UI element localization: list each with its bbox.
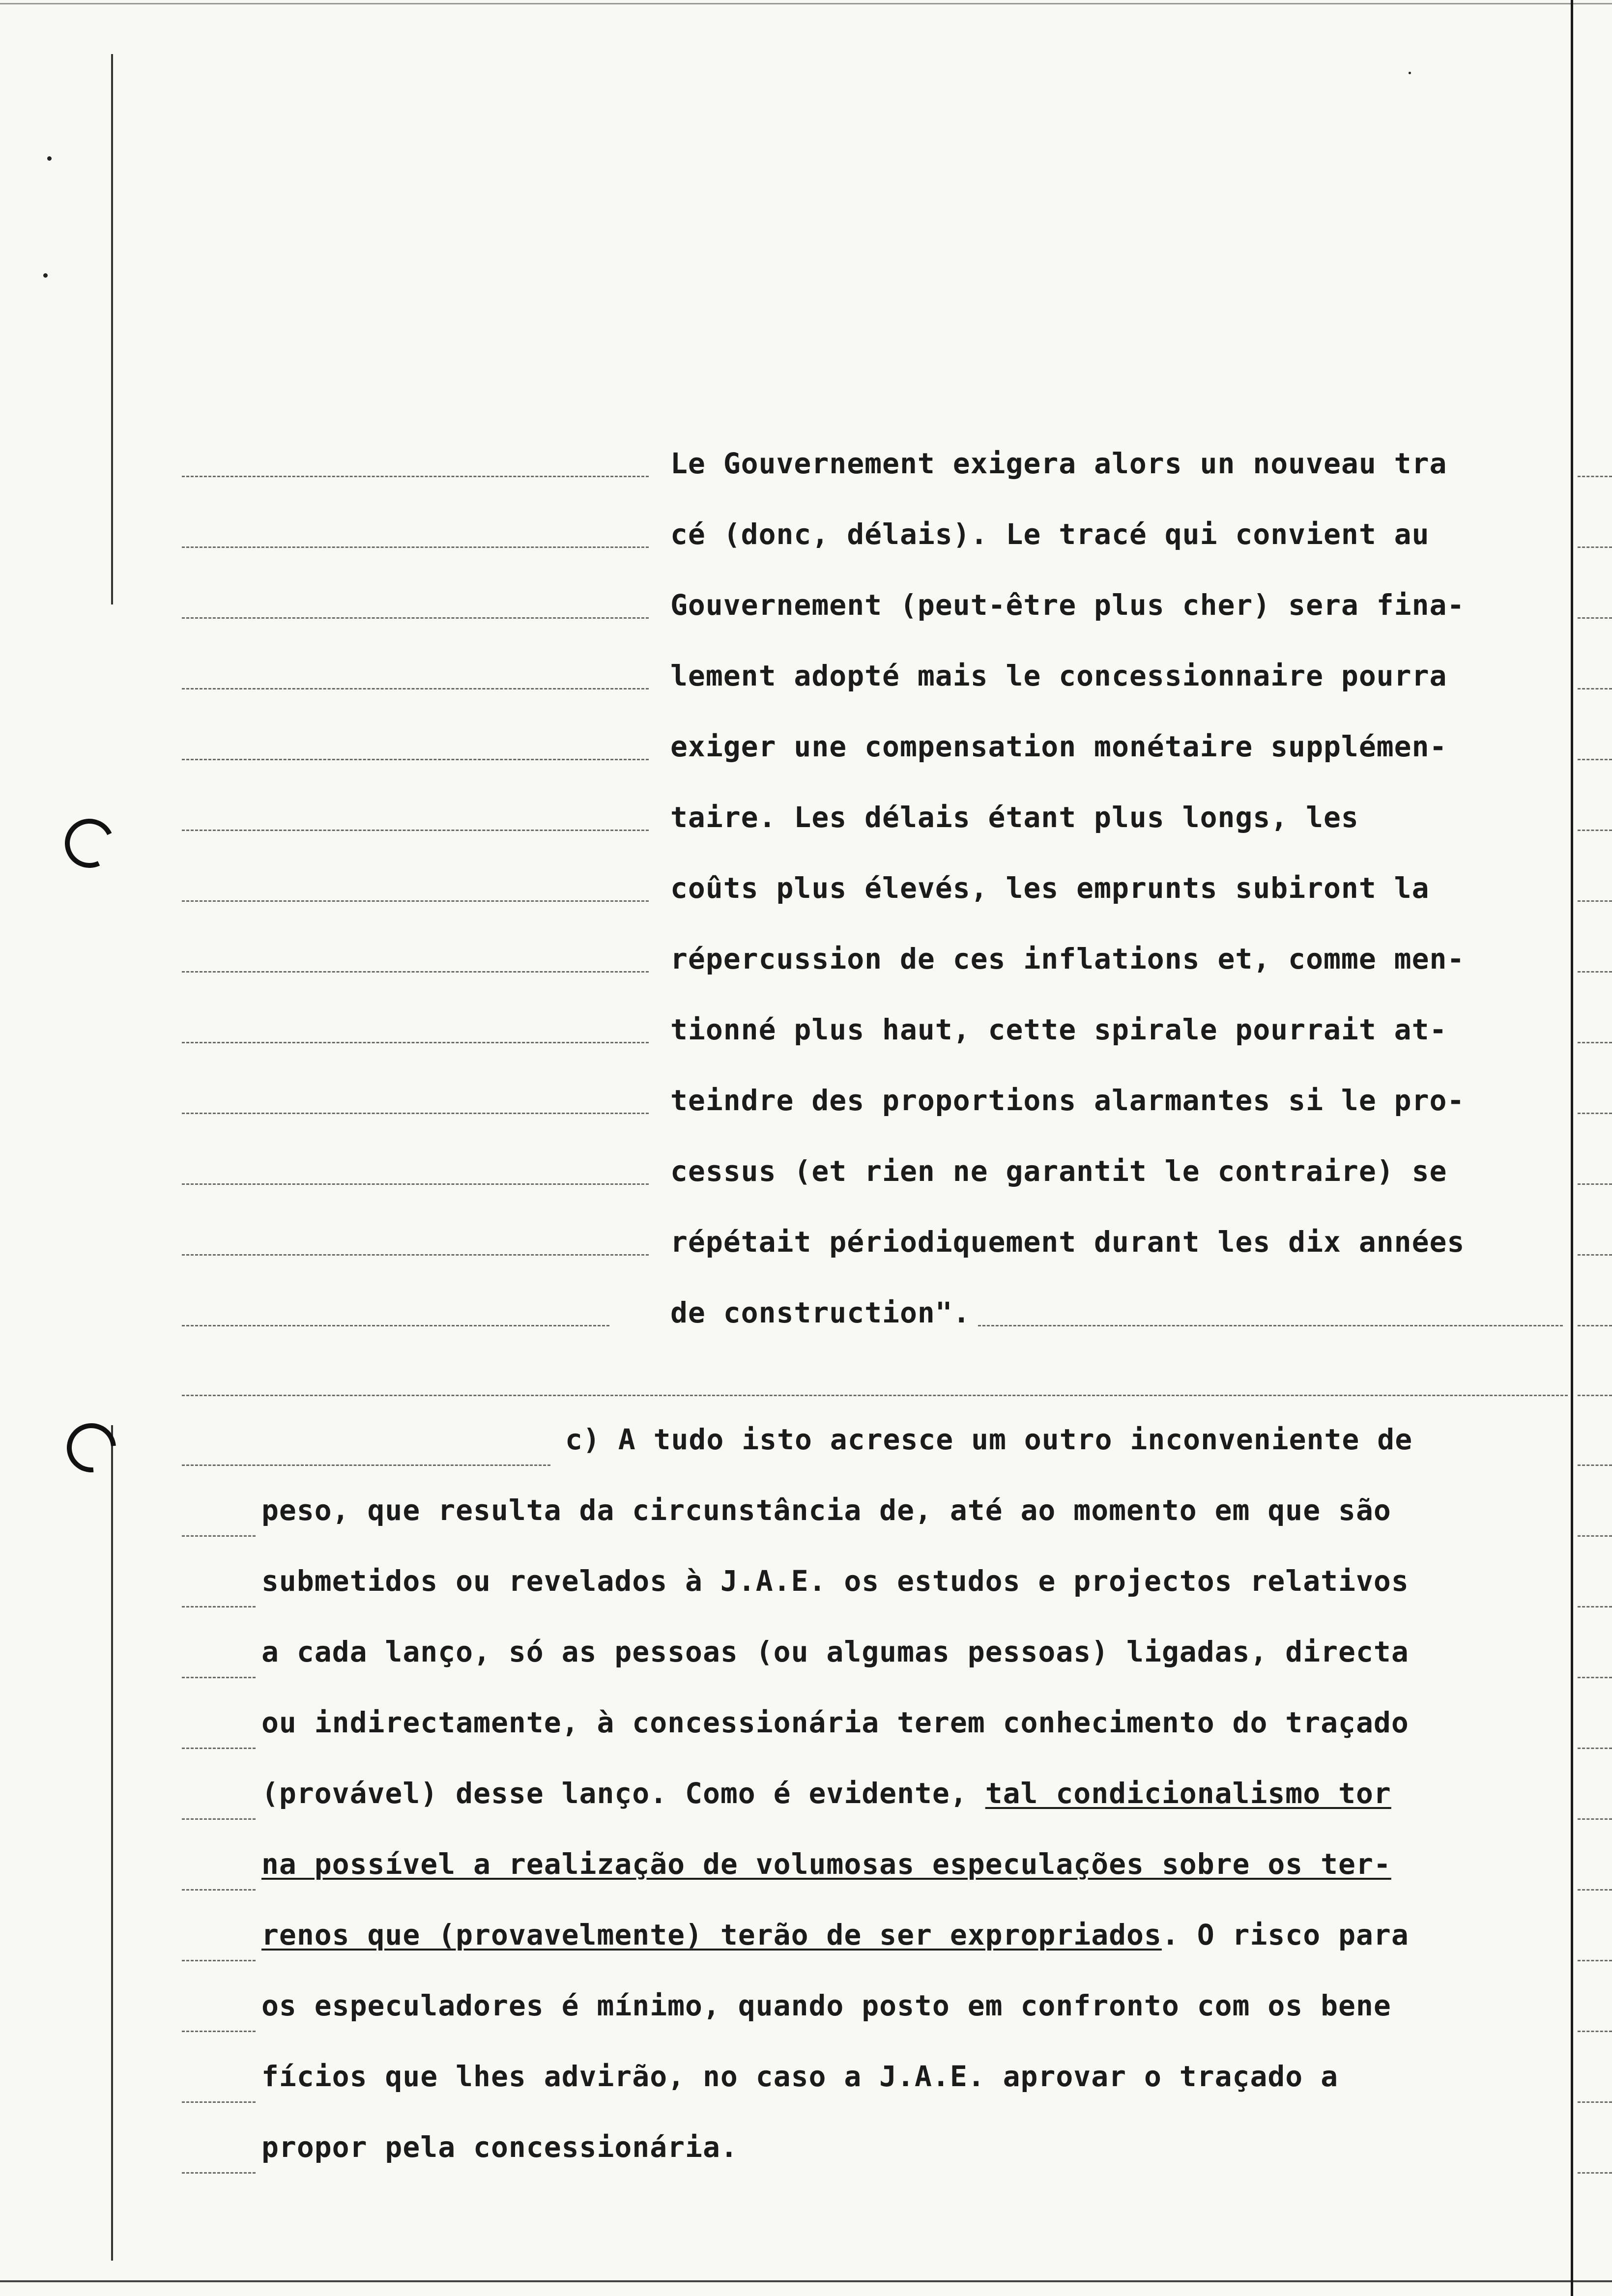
ledger-line: [182, 688, 649, 689]
ledger-line: [182, 2031, 256, 2032]
ledger-stub: [1578, 1677, 1612, 1678]
ledger-stub: [1578, 1254, 1612, 1256]
ledger-stub: [1578, 476, 1612, 477]
french-line: taire. Les délais étant plus longs, les: [670, 801, 1359, 834]
ledger-stub: [1578, 617, 1612, 619]
ledger-line: [182, 2172, 256, 2174]
ledger-line: [182, 1748, 256, 1749]
french-line: Gouvernement (peut-être plus cher) sera fina-: [670, 588, 1465, 622]
ledger-stub: [1578, 1535, 1612, 1537]
left-margin-rule-lower: [111, 1425, 113, 2261]
underlined-text: tal condicionalismo tor: [985, 1777, 1391, 1810]
ledger-stub: [1578, 900, 1612, 902]
bottom-edge-rule: [0, 2280, 1612, 2282]
ledger-line: [182, 2101, 256, 2103]
ledger-line: [182, 1183, 649, 1185]
french-line: cé (donc, délais). Le tracé qui convient au: [670, 517, 1430, 551]
ledger-line: [182, 546, 649, 548]
ledger-line: [182, 476, 649, 477]
ink-speck: [1409, 72, 1411, 74]
ledger-line: [182, 617, 649, 619]
ink-speck: [47, 156, 52, 161]
paragraph-line: ou indirectamente, à concessionária terem conhecimento do traçado: [261, 1706, 1409, 1739]
ledger-stub: [1578, 2031, 1612, 2032]
ledger-stub: [1578, 688, 1612, 689]
paragraph-line: submetidos ou revelados à J.A.E. os estudos e projectos relativos: [261, 1564, 1409, 1598]
ledger-line: [182, 971, 649, 973]
ledger-stub: [1578, 1113, 1612, 1114]
ledger-stub: [1578, 1464, 1612, 1466]
ledger-stub: [1578, 1395, 1612, 1396]
paragraph-line: fícios que lhes advirão, no caso a J.A.E. aprovar o traçado a: [261, 2060, 1339, 2093]
ledger-stub: [1578, 1606, 1612, 1607]
ledger-stub: [1578, 1183, 1612, 1185]
ledger-stub: [1578, 2172, 1612, 2174]
paragraph-text: (provável) desse lanço. Como é evidente,: [261, 1777, 985, 1810]
ledger-line: [182, 1960, 256, 1961]
ledger-line: [182, 1606, 256, 1607]
left-margin-rule: [111, 54, 113, 604]
french-line: tionné plus haut, cette spirale pourrait at-: [670, 1013, 1447, 1046]
ledger-line: [182, 1395, 1568, 1396]
ledger-stub: [1578, 1325, 1612, 1326]
ledger-line: [182, 1113, 649, 1114]
ledger-line: [182, 1464, 550, 1466]
right-margin-rule: [1571, 0, 1573, 2296]
ledger-stub: [1578, 1960, 1612, 1961]
ledger-line: [978, 1325, 1563, 1326]
ledger-line: [182, 830, 649, 831]
ledger-stub: [1578, 830, 1612, 831]
ledger-line: [182, 759, 649, 760]
ledger-line: [182, 900, 649, 902]
paragraph-text: . O risco para: [1161, 1918, 1409, 1952]
underlined-text: renos que (provavelmente) terão de ser expropriados: [261, 1918, 1162, 1952]
ledger-line: [182, 1818, 256, 1820]
ledger-stub: [1578, 1889, 1612, 1891]
ledger-line: [182, 1677, 256, 1678]
ledger-line: [182, 1042, 649, 1043]
french-line: répétait périodiquement durant les dix années: [670, 1225, 1465, 1259]
ledger-line: [182, 1535, 256, 1537]
ledger-stub: [1578, 1042, 1612, 1043]
ledger-stub: [1578, 2101, 1612, 2103]
french-line: teindre des proportions alarmantes si le pro-: [670, 1084, 1465, 1117]
ink-speck: [43, 273, 48, 278]
underlined-line: na possível a realização de volumosas especulações sobre os ter-: [261, 1847, 1391, 1881]
paragraph-line: [261, 1779, 1391, 1808]
ledger-line: [182, 1325, 609, 1326]
ledger-line: [182, 1889, 256, 1891]
french-line: lement adopté mais le concessionnaire pourra: [670, 659, 1447, 692]
paragraph-line: [261, 1918, 1409, 1952]
french-line: cessus (et rien ne garantit le contraire) se: [670, 1154, 1447, 1188]
paragraph-line: a cada lanço, só as pessoas (ou algumas pessoas) ligadas, directa: [261, 1635, 1409, 1668]
french-line: répercussion de ces inflations et, comme men-: [670, 942, 1465, 976]
french-line: coûts plus élevés, les emprunts subiront la: [670, 871, 1430, 905]
punch-hole-icon: [58, 812, 121, 875]
french-line: exiger une compensation monétaire supplémen-: [670, 730, 1447, 763]
ledger-line: [182, 1254, 649, 1256]
paragraph-line: c) A tudo isto acresce um outro inconveniente de: [565, 1423, 1413, 1456]
french-line: de construction".: [670, 1296, 971, 1329]
paragraph-line: os especuladores é mínimo, quando posto em confronto com os bene: [261, 1989, 1391, 2022]
french-line: Le Gouvernement exigera alors un nouveau tra: [670, 447, 1447, 480]
top-edge-rule: [0, 3, 1612, 4]
ledger-stub: [1578, 971, 1612, 973]
ledger-stub: [1578, 546, 1612, 548]
paragraph-line: peso, que resulta da circunstância de, até ao momento em que são: [261, 1493, 1391, 1527]
paragraph-line: propor pela concessionária.: [261, 2130, 738, 2164]
punch-hole-icon: [57, 1413, 126, 1483]
ledger-stub: [1578, 759, 1612, 760]
ledger-stub: [1578, 1748, 1612, 1749]
ledger-stub: [1578, 1818, 1612, 1820]
